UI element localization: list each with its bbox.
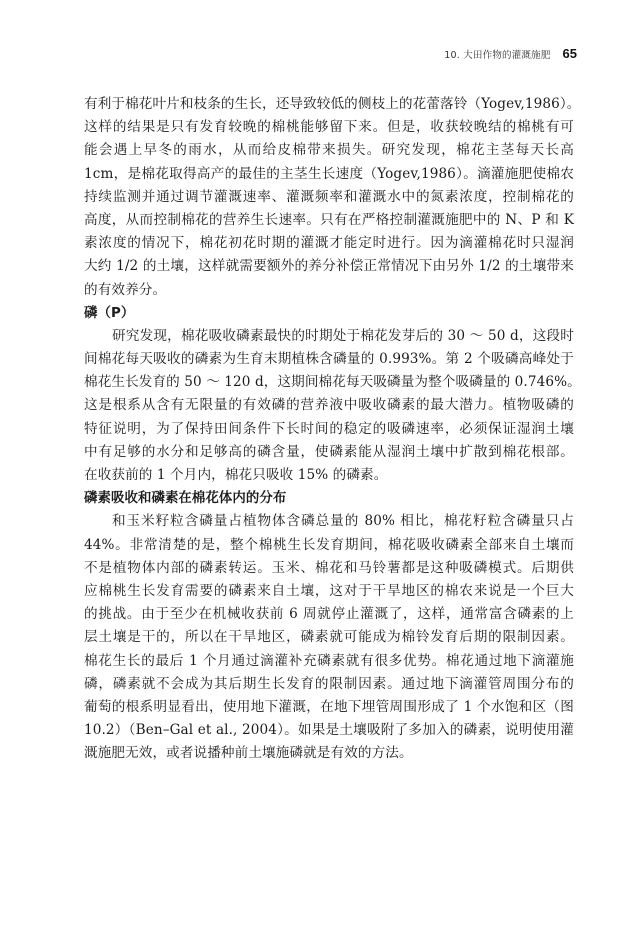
text-line: 1cm，是棉花取得高产的最佳的主茎生长速度（Yogev,1986）。滴灌施肥使棉农 bbox=[84, 165, 574, 182]
text-line: 间棉花每天吸收的磷素为生育末期植株含磷量的 0.993%。第 2 个吸磷高峰处于 bbox=[84, 351, 574, 368]
text-line: 有利于棉花叶片和枝条的生长，还导致较低的侧枝上的花蕾落铃（Yogev,1986）。 bbox=[84, 96, 581, 112]
text-line: 应棉桃生长发育需要的磷素来自土壤，这对于干旱地区的棉农来说是一个巨大 bbox=[84, 582, 574, 599]
text-line: 44%。非常清楚的是，整个棉桃生长发育期间，棉花吸收磷素全部来自土壤而 bbox=[84, 536, 574, 553]
text-line: 研究发现，棉花吸收磷素最快的时期处于棉花发芽后的 30 ～ 50 d，这段时 bbox=[112, 327, 574, 344]
page-number: 65 bbox=[562, 46, 577, 61]
text-line: 能会遇上早冬的雨水，从而给皮棉带来损失。研究发现，棉花主茎每天长高 bbox=[84, 142, 574, 159]
text-line: 的有效养分。 bbox=[84, 281, 167, 298]
paragraph-cotton-growth bbox=[84, 93, 581, 302]
paragraph-phosphorus-uptake bbox=[84, 325, 581, 487]
section-heading-phosphorus: 磷（P） bbox=[84, 305, 135, 321]
text-line: 大约 1/2 的土壤，这样就需要额外的养分补偿正常情况下由另外 1/2 的土壤带来 bbox=[84, 258, 574, 275]
text-line: 不是植物体内部的磷素转运。玉米、棉花和马铃薯都是这种吸磷模式。后期供 bbox=[84, 559, 574, 576]
text-line: 特征说明，为了保持田间条件下长时间的稳定的吸磷速率，必须保证湿润土壤 bbox=[84, 420, 574, 437]
text-line: 的挑战。由于至少在机械收获前 6 周就停止灌溉了，这样，通常富含磷素的上 bbox=[84, 606, 574, 623]
text-line: 中有足够的水分和足够高的磷含量，使磷素能从湿润土壤中扩散到棉花根部。 bbox=[84, 443, 574, 460]
text-line: 素浓度的情况下，棉花初花时期的灌溉才能定时进行。因为滴灌棉花时只湿润 bbox=[84, 235, 574, 252]
page-header bbox=[444, 46, 577, 61]
text-line: 高度，从而控制棉花的营养生长速率。只有在严格控制灌溉施肥中的 N、P 和 K bbox=[84, 211, 574, 228]
text-line: 和玉米籽粒含磷量占植物体含磷总量的 80% 相比，棉花籽粒含磷量只占 bbox=[112, 513, 574, 530]
section-heading-phosphorus-distribution: 磷素吸收和磷素在棉花体内的分布 bbox=[84, 491, 287, 507]
text-line: 棉花生长发育的 50 ～ 120 d，这期间棉花每天吸磷量为整个吸磷量的 0.746%。 bbox=[84, 374, 581, 391]
text-line: 这样的结果是只有发育较晚的棉桃能够留下来。但是，收获较晚结的棉桃有可 bbox=[84, 119, 574, 136]
text-line: 在收获前的 1 个月内，棉花只吸收 15% 的磷素。 bbox=[84, 467, 388, 483]
text-line: 持续监测并通过调节灌溉速率、灌溉频率和灌溉水中的氮素浓度，控制棉花的 bbox=[84, 188, 574, 205]
running-head: 10. 大田作物的灌溉施肥 bbox=[444, 50, 551, 61]
text-line: 葡萄的根系明显看出，使用地下灌溉，在地下埋管周围形成了 1 个水饱和区（图 bbox=[84, 698, 574, 715]
text-line: 10.2）（Ben–Gal et al., 2004）。如果是土壤吸附了多加入的磷素，说明使用灌 bbox=[84, 722, 574, 739]
text-line: 磷，磷素就不会成为其后期生长发育的限制因素。通过地下滴灌管周围分布的 bbox=[84, 675, 574, 692]
text-line: 溉施肥无效，或者说播种前土壤施磷就是有效的方法。 bbox=[84, 745, 413, 762]
text-line: 层土壤是干的，所以在干旱地区，磷素就可能成为棉铃发育后期的限制因素。 bbox=[84, 629, 574, 646]
text-line: 棉花生长的最后 1 个月通过滴灌补充磷素就有很多优势。棉花通过地下滴灌施 bbox=[84, 652, 574, 669]
page-body bbox=[84, 93, 581, 765]
paragraph-phosphorus-distribution bbox=[84, 510, 574, 765]
text-line: 这是根系从含有无限量的有效磷的营养液中吸收磷素的最大潜力。植物吸磷的 bbox=[84, 397, 574, 414]
